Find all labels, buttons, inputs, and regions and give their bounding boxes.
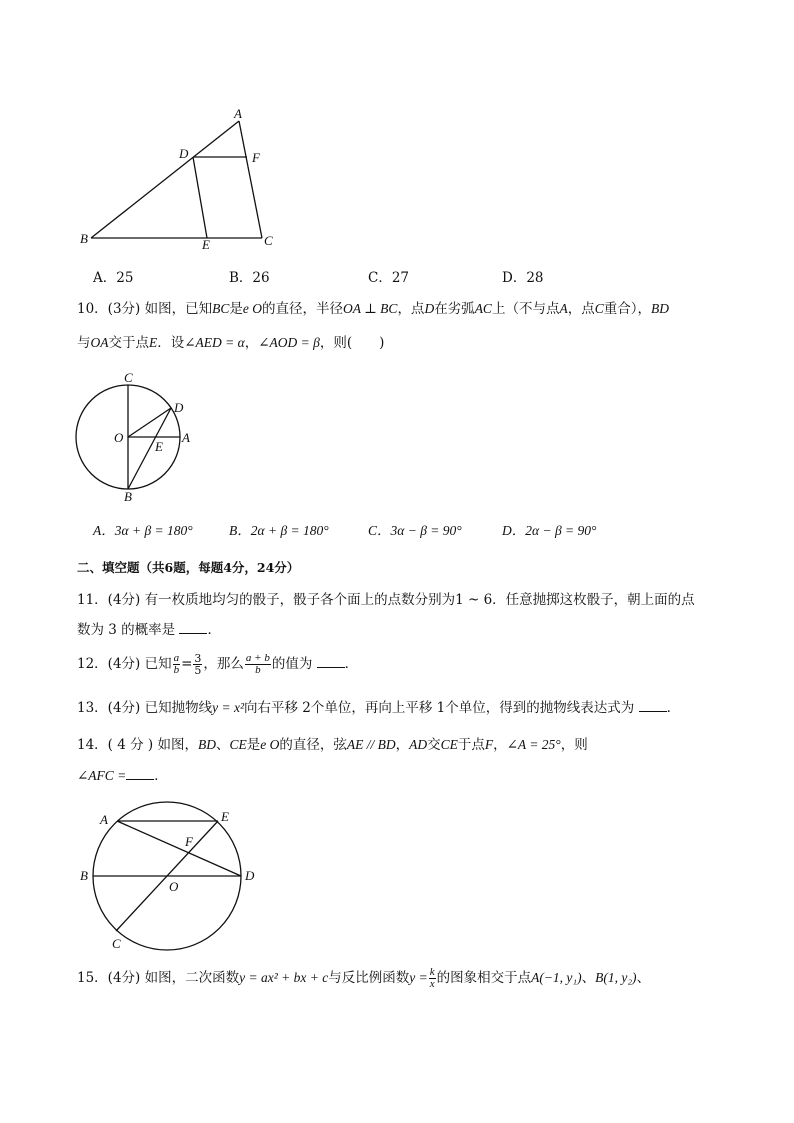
- q14-label-f: F: [185, 834, 193, 849]
- q9-option-c: C．27: [368, 270, 410, 286]
- q9-option-a: A．25: [93, 270, 134, 286]
- section-2-title: 二、填空题（共6题，每题4分，24分）: [77, 560, 300, 575]
- q9-label-b: B: [80, 231, 88, 246]
- q10-label-o: O: [114, 430, 124, 445]
- q14-line2: ∠AFC = ．: [77, 768, 168, 784]
- q10-label-a: A: [182, 430, 190, 445]
- q14-label-b: B: [80, 868, 88, 883]
- q10-label-e: E: [155, 439, 163, 454]
- q14-label-c: C: [112, 936, 121, 951]
- q10-label-b: B: [124, 489, 132, 504]
- q15-line1: 15．(4分) 如图，二次函数y = ax² + bx + c与反比例函数y = $\frac{k}{x}$ 的图象相交于点A(−1, y₁)、B(1, y₂)、: [77, 966, 651, 990]
- q9-option-d: D．28: [502, 270, 544, 286]
- q12-fraction-3-5: $\frac{3}{5}$: [194, 652, 202, 677]
- q9-label-a: A: [234, 106, 242, 121]
- q10-label-d: D: [174, 400, 184, 415]
- q13-line: 13．(4分) 已知抛物线y = x²向右平移 2个单位，再向上平移 1个单位，得到的抛物线表达式为 ．: [77, 700, 681, 716]
- q14-label-d: D: [245, 868, 255, 883]
- q12-fraction-apb-b: $\frac{a + b}{b}$: [245, 652, 270, 676]
- q9-label-e: E: [202, 237, 210, 252]
- q10-line2: 与OA交于点E．设∠AED = α，∠AOD = β，则( ): [77, 335, 385, 351]
- q10-option-b: B．2α + β = 180°: [229, 523, 329, 538]
- q14-line1: 14．( 4 分 ) 如图，BD、CE是e O的直径，弦AE // BD，AD交CE于点F，∠A = 25°，则: [77, 737, 588, 753]
- q10-line1: 10．(3分) 如图，已知BC是e O的直径，半径OA ⊥ BC，点D在劣弧AC上（不与点A，点C重合），BD: [77, 301, 669, 317]
- q14-chord-ad: [117, 821, 241, 876]
- q10-option-c: C．3α − β = 90°: [368, 523, 462, 538]
- q10-label-c: C: [124, 370, 133, 385]
- q9-option-b: B．26: [229, 270, 270, 286]
- q11-line1: 11．(4分) 有一枚质地均匀的骰子，骰子各个面上的点数分别为1 ~ 6．任意抛掷这枚骰子，朝上面的点: [77, 592, 695, 608]
- q14-label-o: O: [169, 879, 179, 894]
- q14-label-a: A: [100, 812, 108, 827]
- q9-label-c: C: [264, 233, 273, 248]
- q9-label-f: F: [252, 150, 260, 165]
- q10-option-a: A．3α + β = 180°: [93, 523, 193, 538]
- q12-line: 12．(4分) 已知 $\frac{a}{b}$ = $\frac{3}{5}$ ，那么 $\frac{a + b}{b}$ 的值为 ．: [77, 652, 359, 677]
- q9-label-d: D: [179, 146, 189, 161]
- q14-label-e: E: [221, 809, 229, 824]
- q15-fraction-k-x: $\frac{k}{x}$: [429, 966, 435, 990]
- q10-option-d: D．2α − β = 90°: [502, 523, 597, 538]
- q12-fraction-a-b: $\frac{a}{b}$: [173, 652, 180, 676]
- q11-line2: 数为 3 的概率是 ．: [77, 622, 221, 638]
